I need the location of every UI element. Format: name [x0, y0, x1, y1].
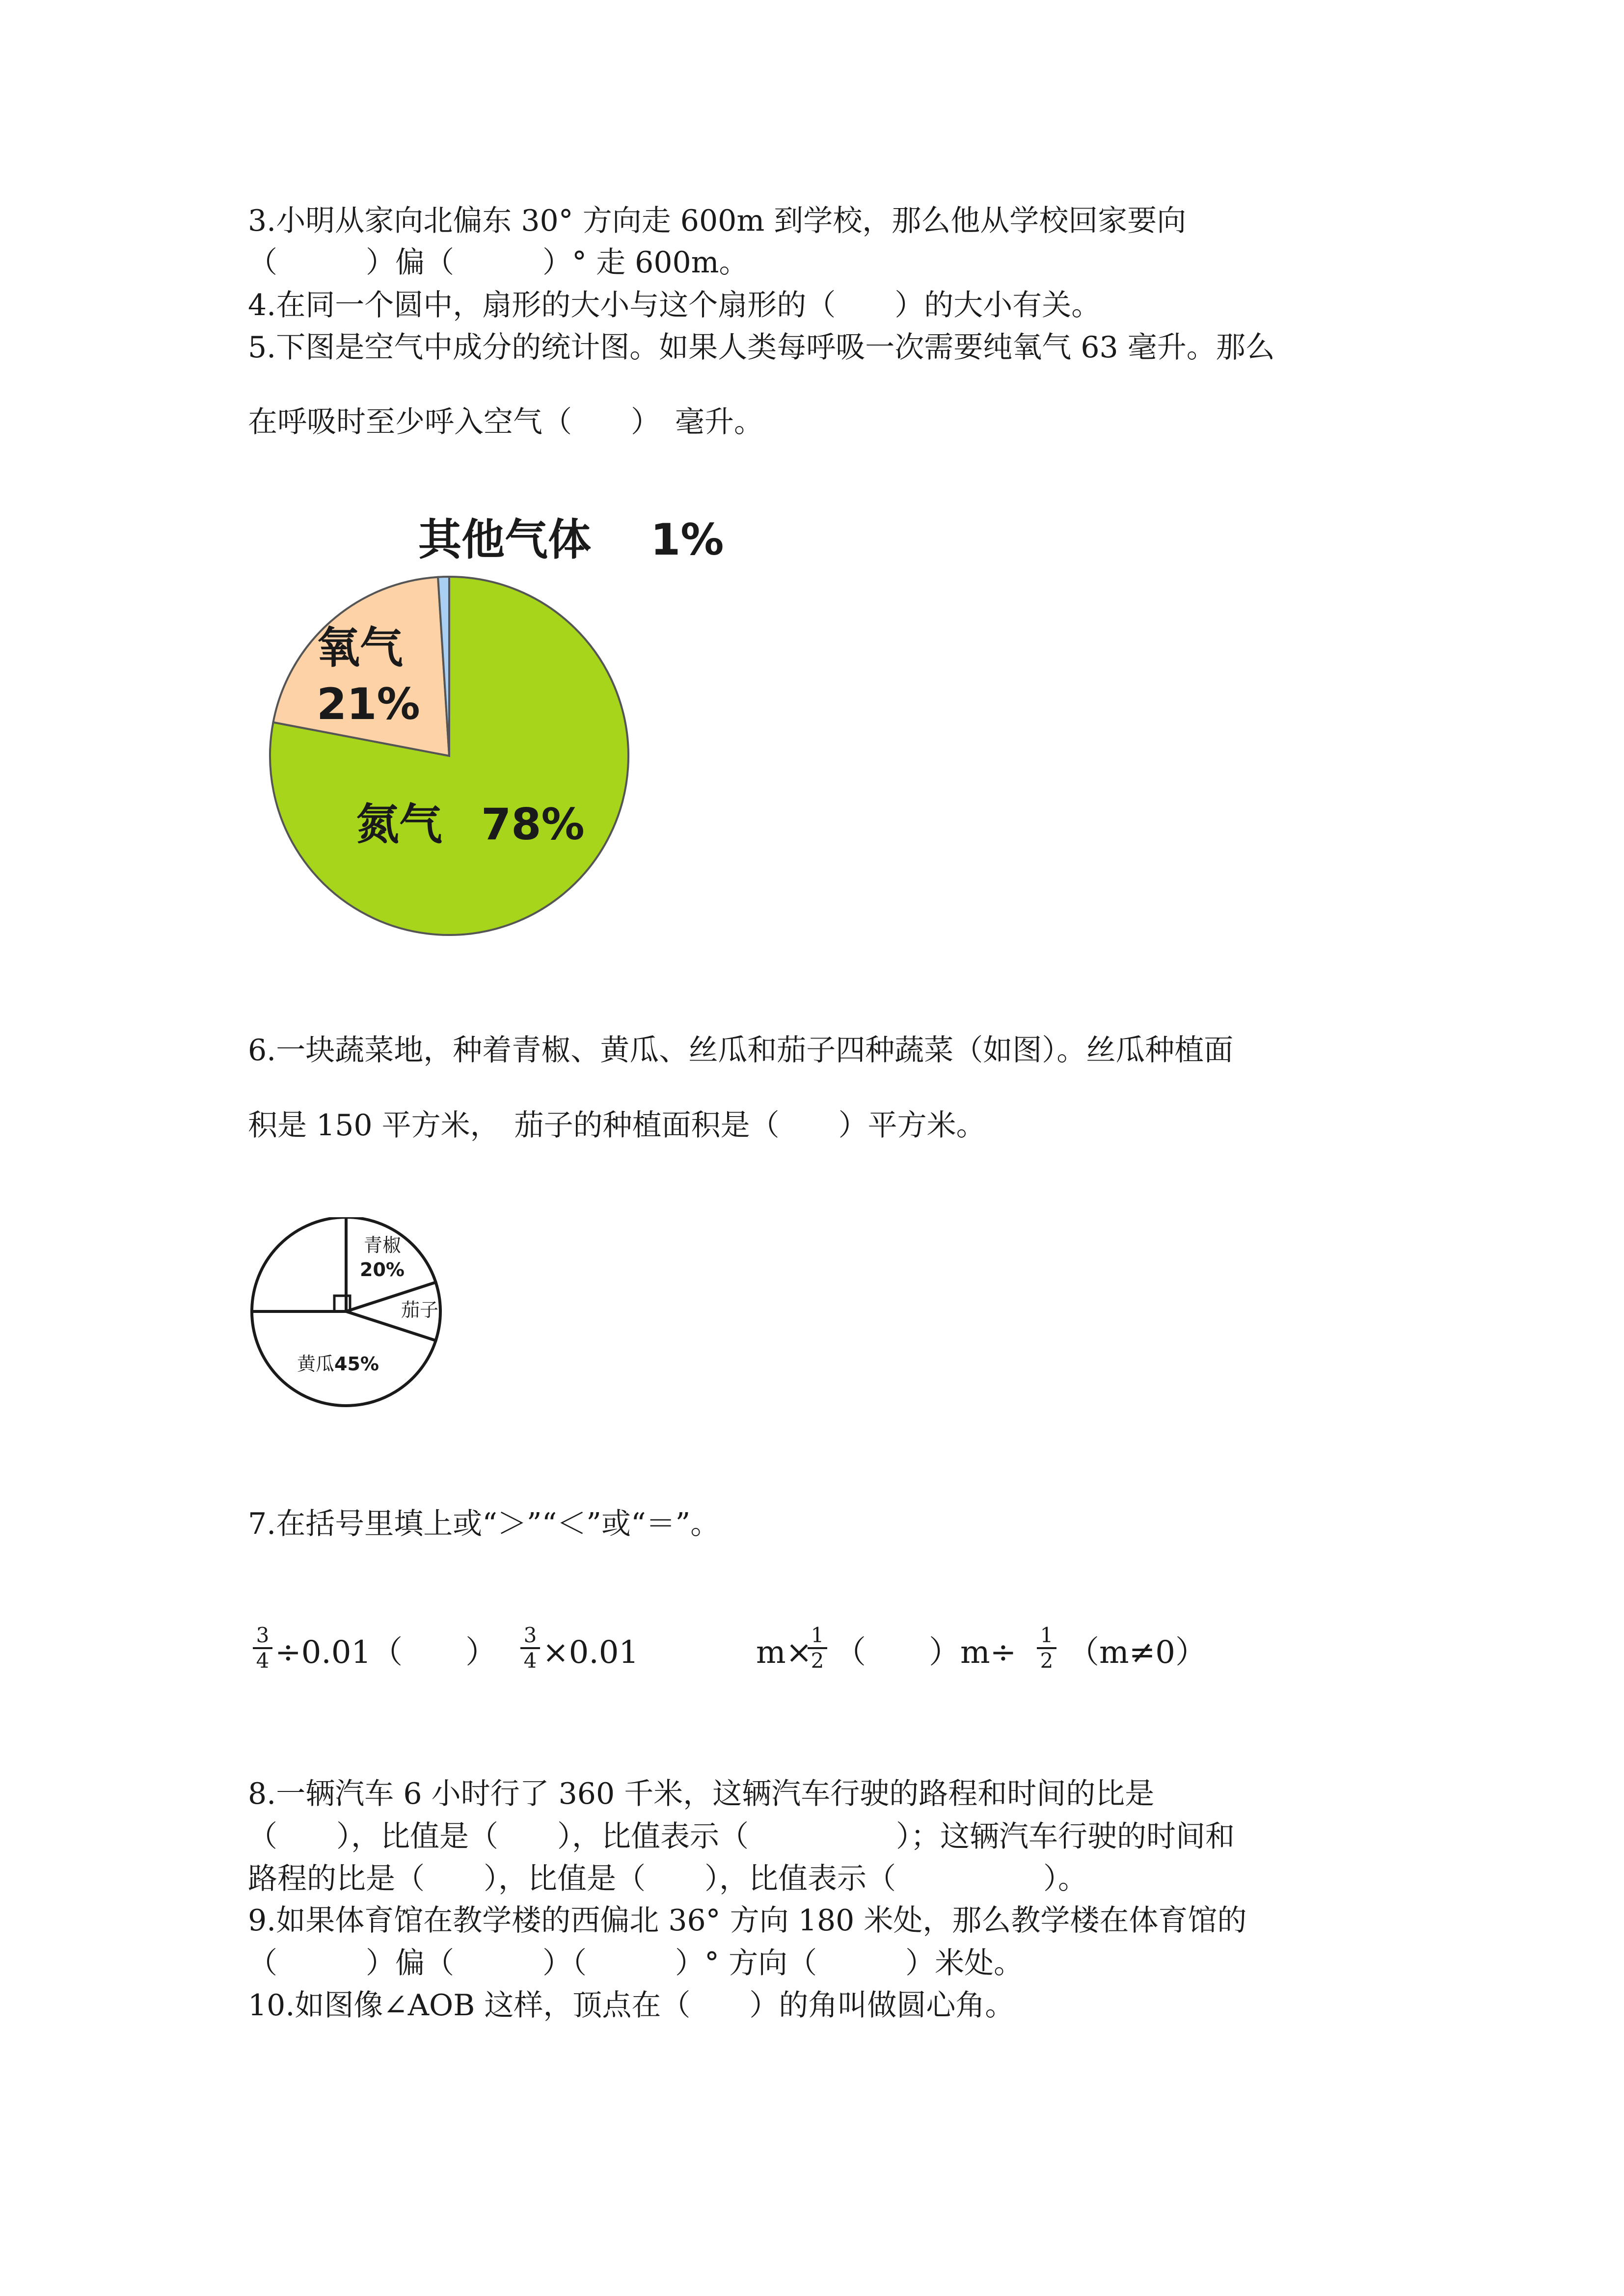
q3-line1: 3.小明从家向北偏东 30° 方向走 600m 到学校，那么他从学校回家要向: [248, 204, 1187, 238]
q5-line1: 5.下图是空气中成分的统计图。如果人类每呼吸一次需要纯氧气 63 毫升。那么: [248, 330, 1275, 365]
slice-label-other-gases: 其他气体: [418, 514, 592, 565]
slice-value-oxygen: 21%: [317, 679, 420, 729]
q10-line1: 10.如图像∠AOB 这样，顶点在（ ）的角叫做圆心角。: [248, 1988, 1015, 2023]
q8-line2: （ ），比值是（ ），比值表示（ ）；这辆汽车行驶的时间和: [248, 1819, 1235, 1854]
slice-label-eggplant: 茄子: [401, 1299, 439, 1321]
numerator: 1: [1040, 1623, 1054, 1647]
fraction-three-quarters-1: [253, 1625, 272, 1672]
numerator: 1: [811, 1623, 824, 1647]
q7-line1: 7.在括号里填上或“＞”“＜”或“＝”。: [248, 1507, 720, 1541]
vegetable-area-pie-chart: [248, 1217, 454, 1418]
q9-line1: 9.如果体育馆在教学楼的西偏北 36° 方向 180 米处，那么教学楼在体育馆的: [248, 1903, 1247, 1938]
pie-slice-loofah: [252, 1217, 346, 1311]
expr1-text: ÷0.01（ ）: [275, 1634, 497, 1671]
slice-value-other-gases: 1%: [650, 514, 724, 565]
denominator: 2: [811, 1649, 824, 1673]
q8-line1: 8.一辆汽车 6 小时行了 360 千米，这辆汽车行驶的路程和时间的比是: [248, 1777, 1155, 1811]
q9-line2: （ ）偏（ ）（ ）° 方向（ ）米处。: [248, 1946, 1024, 1980]
numerator: 3: [256, 1623, 270, 1647]
slice-value-cucumber: 45%: [334, 1353, 379, 1375]
fraction-one-half-1: [808, 1625, 827, 1672]
q5-line2: 在呼吸时至少呼入空气（ ） 毫升。: [248, 405, 763, 439]
q8-line3: 路程的比是（ ），比值是（ ），比值表示（ ）。: [248, 1862, 1087, 1896]
expr3-prefix: m×: [756, 1634, 812, 1671]
denominator: 4: [523, 1649, 537, 1673]
slice-value-green-pepper: 20%: [360, 1259, 405, 1281]
slice-label-cucumber: 黄瓜: [297, 1353, 335, 1375]
air-composition-pie-chart: [255, 510, 736, 952]
q4-line1: 4.在同一个圆中，扇形的大小与这个扇形的（ ）的大小有关。: [248, 288, 1101, 322]
denominator: 2: [1040, 1649, 1054, 1673]
numerator: 3: [523, 1623, 537, 1647]
denominator: 4: [256, 1649, 270, 1673]
slice-value-nitrogen: 78%: [481, 799, 585, 850]
expr3-middle: （ ）m÷: [835, 1634, 1017, 1671]
q3-line2: （ ）偏（ ）° 走 600m。: [248, 245, 749, 280]
slice-label-nitrogen: 氮气: [356, 799, 443, 850]
fraction-three-quarters-2: [520, 1625, 540, 1672]
fraction-one-half-2: [1037, 1625, 1056, 1672]
expr4-text: （m≠0）: [1068, 1634, 1207, 1671]
q6-line2: 积是 150 平方米， 茄子的种植面积是（ ）平方米。: [248, 1108, 986, 1143]
slice-label-green-pepper: 青椒: [364, 1234, 402, 1256]
expr2-text: ×0.01: [542, 1634, 639, 1671]
q6-line1: 6.一块蔬菜地，种着青椒、黄瓜、丝瓜和茄子四种蔬菜（如图）。丝瓜种植面: [248, 1033, 1234, 1068]
slice-label-oxygen: 氧气: [317, 622, 404, 673]
